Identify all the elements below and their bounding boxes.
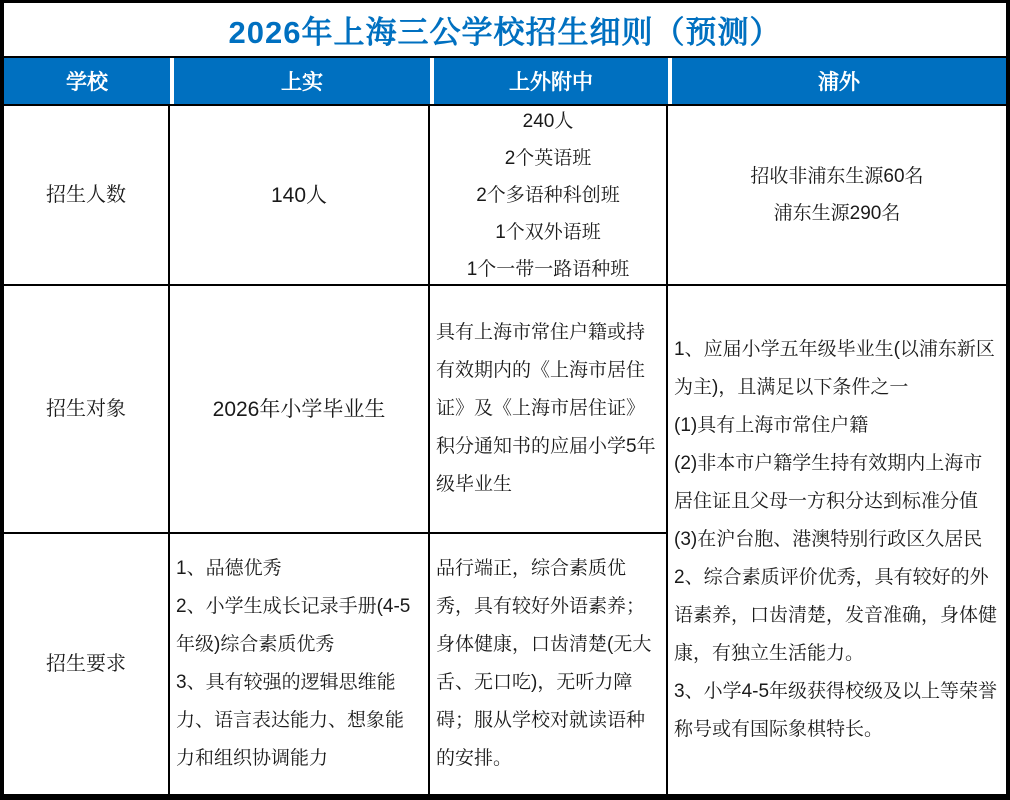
requirement-item: 3、具有较强的逻辑思维能力、语言表达能力、想象能力和组织协调能力 xyxy=(176,672,405,769)
requirement-item: 3、小学4-5年级获得校级及以上等荣誉称号或有国际象棋特长。 xyxy=(674,681,998,740)
text-line: 1个双外语班 xyxy=(495,221,601,243)
header-cell-school: 学校 xyxy=(4,58,170,104)
page-title: 2026年上海三公学校招生细则（预测） xyxy=(228,15,782,50)
header-cell-shangshi: 上实 xyxy=(170,58,430,104)
text-line: 2个多语种科创班 xyxy=(476,184,620,206)
cell-renshu-puwai xyxy=(668,106,1006,286)
text-line: 招收非浦东生源60名 xyxy=(750,166,924,187)
requirement-item: (3)在沪台胞、港澳特别行政区久居民 xyxy=(674,529,983,550)
text-line: 240人 xyxy=(522,110,574,132)
requirement-item: 2、小学生成长记录手册(4-5年级)综合素质优秀 xyxy=(176,596,411,655)
requirement-item: 1、品德优秀 xyxy=(176,558,282,579)
cell-yaoqiu-shangshi xyxy=(170,534,430,794)
title-bar xyxy=(4,3,1006,58)
text-block: 具有上海市常住户籍或持有效期内的《上海市居住证》及《上海市居住证》积分通知书的应届小学5年级毕业生 xyxy=(436,322,656,495)
cell-renshu-shangshi: 140人 xyxy=(170,106,430,286)
requirement-item: (1)具有上海市常住户籍 xyxy=(674,415,869,436)
row-label-duixiang: 招生对象 xyxy=(4,286,170,534)
table-body xyxy=(4,106,1006,794)
header-cell-shangwai: 上外附中 xyxy=(430,58,668,104)
row-label-renshu: 招生人数 xyxy=(4,106,170,286)
cell-duixiang-shangwai xyxy=(430,286,668,534)
header-cell-puwai: 浦外 xyxy=(668,58,1006,104)
requirement-item: (2)非本市户籍学生持有效期内上海市居住证且父母一方积分达到标准分值 xyxy=(674,453,983,512)
table-header xyxy=(4,58,1006,106)
cell-renshu-shangwai xyxy=(430,106,668,286)
text-line: 浦东生源290名 xyxy=(773,203,901,224)
cell-duixiang-shangshi: 2026年小学毕业生 xyxy=(170,286,430,534)
text-block: 品行端正，综合素质优秀，具有较好外语素养；身体健康，口齿清楚(无大舌、无口吃)，无听力障碍；服从学校对就读语种的安排。 xyxy=(436,558,652,769)
requirement-item: 1、应届小学五年级毕业生(以浦东新区为主)，且满足以下条件之一 xyxy=(674,339,995,398)
cell-puwai-merged xyxy=(668,286,1006,794)
text-line: 1个一带一路语种班 xyxy=(466,258,630,280)
requirement-item: 2、综合素质评价优秀，具有较好的外语素养，口齿清楚，发音准确，身体健康，有独立生活能力。 xyxy=(674,567,998,664)
row-label-yaoqiu: 招生要求 xyxy=(4,534,170,794)
cell-yaoqiu-shangwai xyxy=(430,534,668,794)
text-line: 2个英语班 xyxy=(504,147,592,169)
